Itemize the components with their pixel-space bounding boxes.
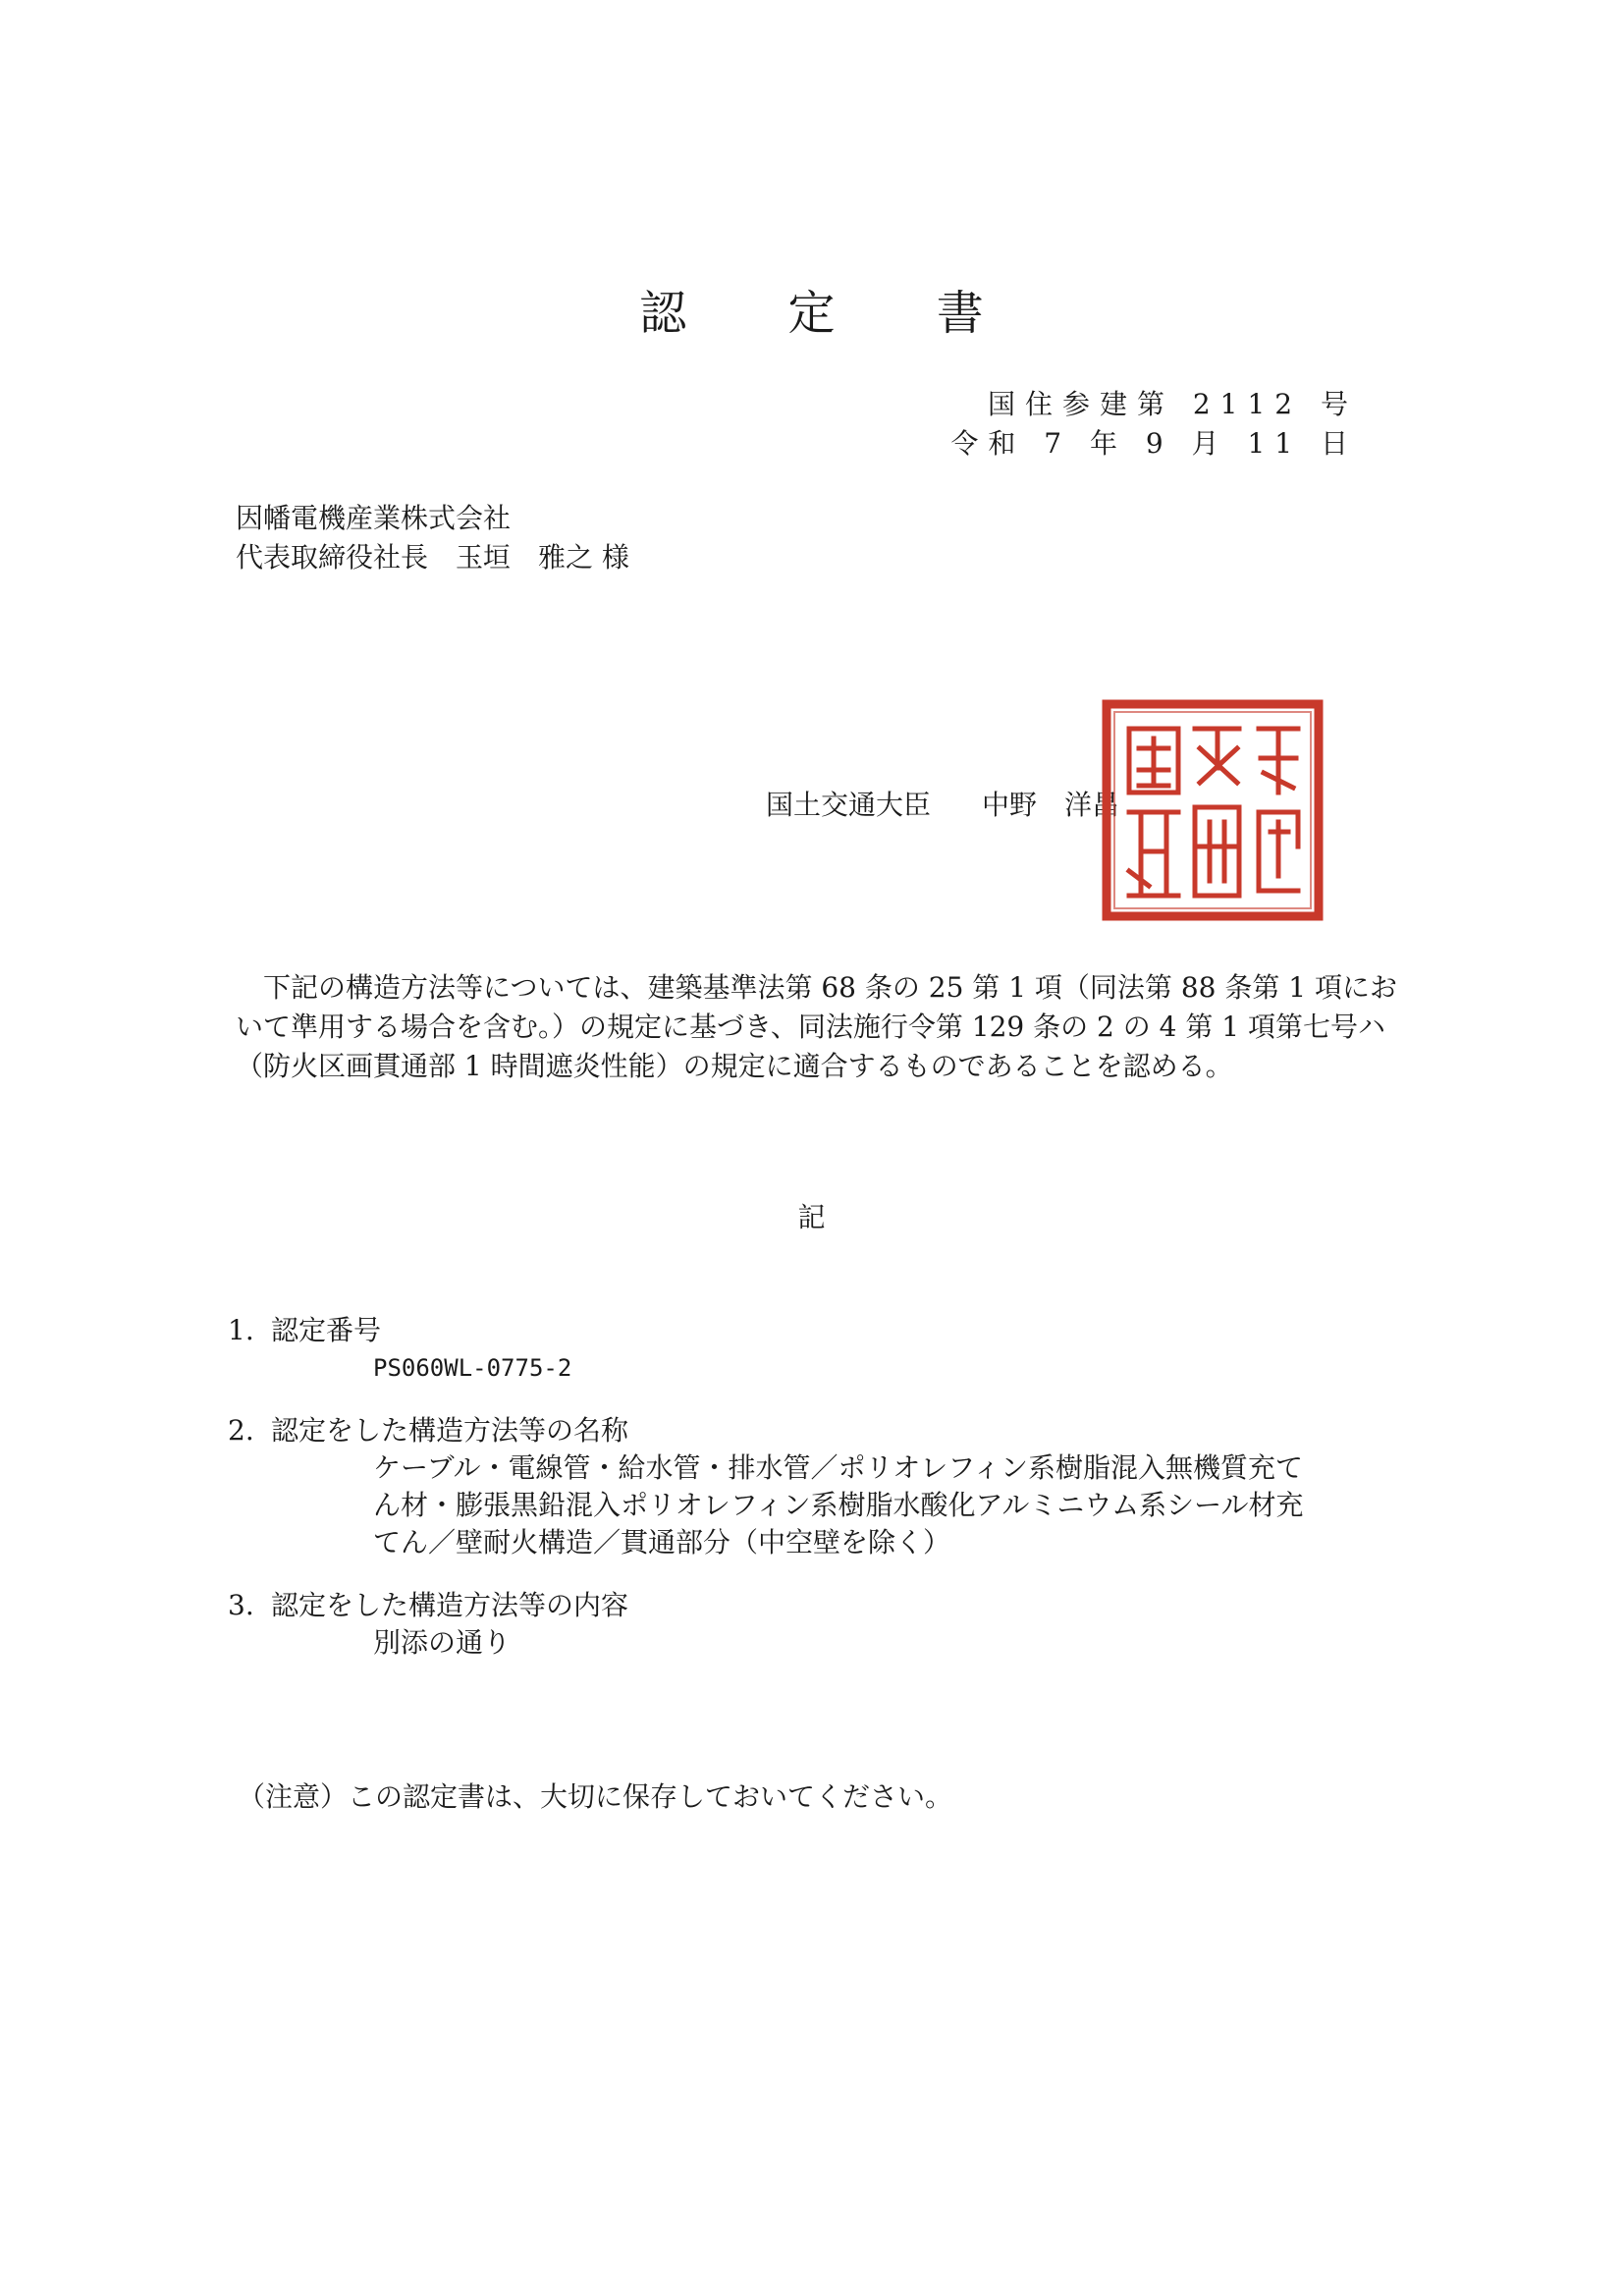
document-title: 認 定 書 xyxy=(639,286,1027,341)
body-line: 下記の構造方法等については、建築基準法第 68 条の 25 第 1 項（同法第 88 条第 1 項にお xyxy=(236,971,1397,1004)
item-label: 認定をした構造方法等の名称 xyxy=(271,1414,629,1447)
item-label: 認定番号 xyxy=(271,1314,382,1346)
document-date: 令和 7 年 9 月 11 日 xyxy=(950,427,1358,460)
body-paragraph xyxy=(236,968,1409,1086)
item-value: てん／壁耐火構造／貫通部分（中空壁を除く） xyxy=(373,1526,951,1558)
document-number: 国住参建第 2112 号 xyxy=(987,388,1358,420)
item-value: PS060WL-0775-2 xyxy=(373,1354,572,1382)
body-line: （防火区画貫通部 1 時間遮炎性能）の規定に適合するものであることを認める。 xyxy=(236,1050,1233,1082)
item-number: 3. xyxy=(228,1589,254,1621)
item-value: ケーブル・電線管・給水管・排水管／ポリオレフィン系樹脂混入無機質充て xyxy=(373,1451,1303,1484)
list-item xyxy=(228,1412,1304,1561)
list-item xyxy=(228,1587,1304,1662)
body-line: いて準用する場合を含む。）の規定に基づき、同法施行令第 129 条の 2 の 4 第 1 項第七号ハ xyxy=(236,1011,1385,1043)
ki-heading: 記 xyxy=(797,1201,826,1233)
recipient-person: 代表取締役社長 玉垣 雅之 様 xyxy=(236,541,629,574)
item-number: 2. xyxy=(228,1414,254,1447)
list-item xyxy=(228,1312,1304,1387)
item-list xyxy=(228,1312,1304,1687)
issuer-title: 国土交通大臣 xyxy=(766,789,932,821)
document-reference xyxy=(950,385,1358,464)
recipient-company: 因幡電機産業株式会社 xyxy=(236,502,512,534)
item-value: ん材・膨張黒鉛混入ポリオレフィン系樹脂水酸化アルミニウム系シール材充 xyxy=(373,1489,1304,1521)
issuer-name: 中野 洋昌 xyxy=(982,789,1120,821)
official-seal-stamp xyxy=(1102,699,1324,921)
issuer-block xyxy=(766,784,1119,823)
item-value: 別添の通り xyxy=(373,1626,512,1659)
item-number: 1. xyxy=(228,1314,254,1346)
caution-note: （注意）この認定書は、大切に保存しておいてください。 xyxy=(238,1780,953,1813)
item-label: 認定をした構造方法等の内容 xyxy=(271,1589,629,1621)
recipient-block xyxy=(236,499,629,577)
